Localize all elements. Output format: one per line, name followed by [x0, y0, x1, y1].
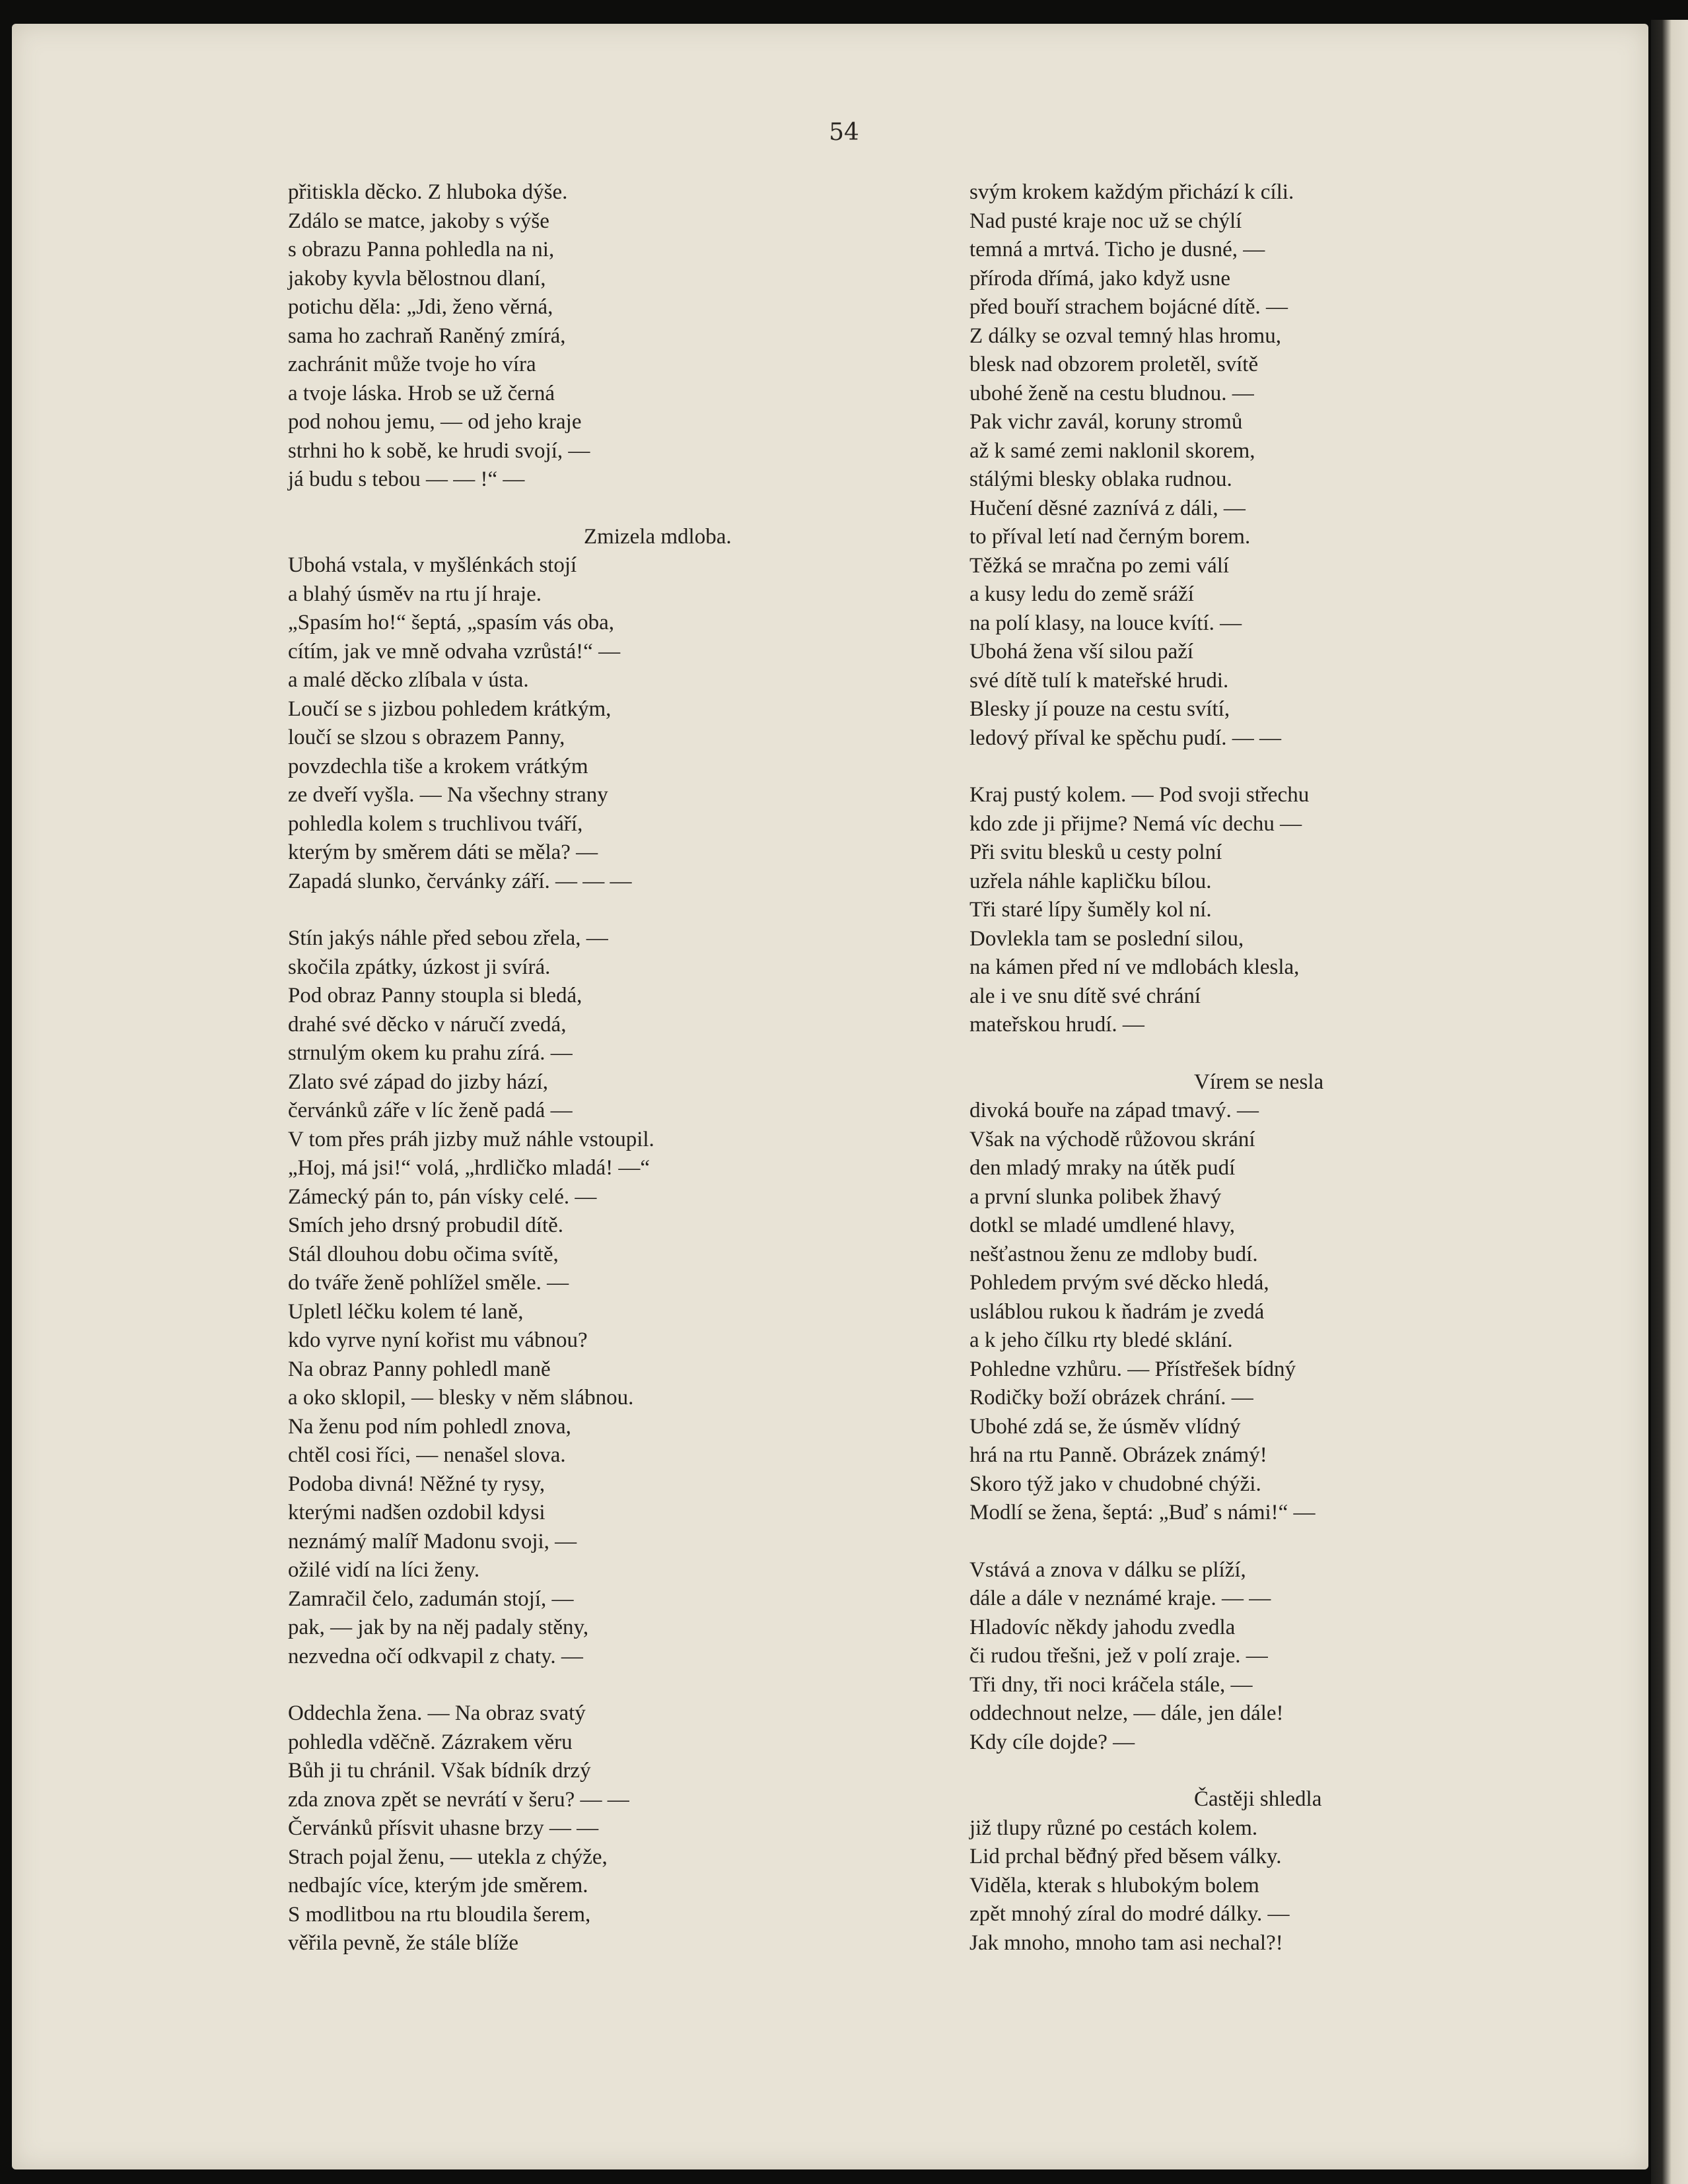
verse-line: Oddechla žena. — Na obraz svatý [288, 1701, 586, 1725]
stanza [288, 924, 763, 1671]
stanza [969, 1068, 1445, 1528]
verse-line: Kdy cíle dojde? — [969, 1730, 1135, 1754]
page-number: 54 [829, 119, 859, 146]
verse-line: na kámen před ní ve mdlobách klesla, [969, 955, 1300, 979]
verse-line: Pak vichr zavál, koruny stromů [969, 410, 1243, 434]
verse-line: a k jeho čílku rty bledé sklání. [969, 1328, 1233, 1352]
right-text-column [969, 178, 1445, 1958]
verse-line: Na ženu pod ním pohledl znova, [288, 1414, 571, 1439]
verse-line: V tom přes práh jizby muž náhle vstoupil. [288, 1127, 654, 1151]
verse-line: „Spasím ho!“ šeptá, „spasím vás oba, [288, 611, 614, 634]
verse-line: Zámecký pán to, pán vísky celé. — [288, 1184, 597, 1209]
verse-line: před bouří strachem bojácné dítě. — [969, 295, 1288, 319]
verse-line: Jak mnoho, mnoho tam asi nechal?! [969, 1930, 1283, 1955]
verse-line: Stín jakýs náhle před sebou zřela, — [288, 926, 608, 950]
verse-line: strnulým okem ku prahu zírá. — [288, 1041, 573, 1065]
verse-line: Tři staré lípy šuměly kol ní. [969, 898, 1212, 922]
verse-line: Viděla, kterak s hlubokým bolem [969, 1873, 1259, 1897]
verse-line: dále a dále v neznámé kraje. — — [969, 1587, 1271, 1610]
verse-line: Zamračil čelo, zadumán stojí, — [288, 1587, 574, 1611]
verse-line: věřila pevně, že stále blíže [288, 1931, 519, 1955]
verse-line: svým krokem každým přichází k cíli. [969, 180, 1294, 204]
verse-line: nedbajíc více, kterým jde směrem. [288, 1874, 588, 1897]
verse-line: přitiskla děcko. Z hluboka dýše. [288, 180, 568, 204]
verse-line: na polí klasy, na louce kvítí. — [969, 611, 1242, 635]
verse-line: pod nohou jemu, — od jeho kraje [288, 410, 582, 434]
verse-line: ubohé ženě na cestu bludnou. — [969, 381, 1254, 405]
verse-line: Upletl léčku kolem té laně, [288, 1299, 524, 1324]
verse-line: Zapadá slunko, červánky září. — — — [288, 869, 632, 893]
verse-line: Smích jeho drsný probudil dítě. [288, 1213, 564, 1237]
verse-line: „Hoj, má jsi!“ volá, „hrdličko mladá! —“ [288, 1156, 650, 1180]
verse-line: Z dálky se ozval temný hlas hromu, [969, 324, 1281, 348]
verse-line: Pohledem prvým své děcko hledá, [969, 1271, 1269, 1295]
verse-line: mateřskou hrudí. — [969, 1013, 1144, 1037]
verse-line: Hučení děsné zaznívá z dáli, — [969, 496, 1246, 520]
verse-line: Vstává a znova v dálku se plíží, [969, 1557, 1246, 1582]
verse-line: Dovlekla tam se poslední silou, [969, 926, 1244, 951]
verse-line: pohledla vděčně. Zázrakem věru [288, 1730, 573, 1754]
verse-line: a tvoje láska. Hrob se už černá [288, 381, 555, 405]
verse-line: již tlupy různé po cestách kolem. [969, 1816, 1258, 1840]
verse-line: blesk nad obzorem proletěl, svítě [969, 353, 1259, 376]
verse-line: a první slunka polibek žhavý [969, 1184, 1222, 1209]
verse-line: hrá na rtu Panně. Obrázek známý! [969, 1443, 1267, 1467]
verse-line: Ubohá žena vší silou paží [969, 640, 1194, 664]
verse-line: Častěji shledla [1194, 1787, 1322, 1811]
verse-line: povzdechla tiše a krokem vrátkým [288, 754, 588, 778]
verse-line: Ubohé zdá se, že úsměv vlídný [969, 1414, 1241, 1439]
verse-line: Na obraz Panny pohledl maně [288, 1357, 551, 1381]
verse-line: Vírem se nesla [1194, 1070, 1324, 1094]
verse-line: Pod obraz Panny stoupla si bledá, [288, 984, 582, 1007]
verse-line: červánků záře v líc ženě padá — [288, 1099, 573, 1122]
verse-line: drahé své děcko v náručí zvedá, [288, 1012, 567, 1037]
verse-line: Bůh ji tu chránil. Však bídník drzý [288, 1759, 591, 1783]
verse-line: Červánků přísvit uhasne brzy — — [288, 1816, 599, 1840]
verse-line: já budu s tebou — — !“ — [288, 467, 525, 491]
verse-line: cítím, jak ve mně odvaha vzrůstá!“ — [288, 639, 621, 664]
verse-line: temná a mrtvá. Ticho je dusné, — [969, 238, 1265, 261]
verse-line: nešťastnou ženu ze mdloby budí. [969, 1242, 1258, 1266]
verse-line: nezvedna očí odkvapil z chaty. — [288, 1644, 583, 1668]
verse-line: Zlato své západ do jizby hází, [288, 1070, 549, 1094]
verse-line: do tváře ženě pohlížel směle. — [288, 1271, 569, 1295]
verse-line: Tři dny, tři noci kráčela stále, — [969, 1672, 1253, 1697]
verse-line: jakoby kyvla bělostnou dlaní, [288, 266, 546, 290]
verse-line: chtěl cosi říci, — nenašel slova. [288, 1443, 566, 1467]
verse-line: Blesky jí pouze na cestu svítí, [969, 697, 1230, 721]
verse-line: usláblou rukou k ňadrám je zvedá [969, 1299, 1265, 1324]
verse-line: a kusy ledu do země sráží [969, 582, 1194, 606]
verse-line: zda znova zpět se nevrátí v šeru? — — [288, 1787, 629, 1812]
verse-line: potichu děla: „Jdi, ženo věrná, [288, 295, 553, 319]
verse-line: a oko sklopil, — blesky v něm slábnou. [288, 1386, 634, 1410]
verse-line: Stál dlouhou dobu očima svítě, [288, 1242, 559, 1266]
left-text-column [288, 178, 763, 1958]
verse-line: den mladý mraky na útěk pudí [969, 1156, 1236, 1180]
verse-line: to příval letí nad černým borem. [969, 525, 1251, 549]
verse-line: či rudou třešni, jež v polí zraje. — [969, 1644, 1268, 1668]
verse-line: Však na východě růžovou skrání [969, 1127, 1255, 1151]
verse-line: Při svitu blesků u cesty polní [969, 840, 1222, 864]
verse-line: ožilé vidí na líci ženy. [288, 1558, 480, 1582]
verse-line: neznámý malíř Madonu svoji, — [288, 1529, 577, 1553]
verse-line: příroda dřímá, jako když usne [969, 266, 1230, 290]
verse-line: Zmizela mdloba. [584, 524, 732, 549]
verse-line: Zdálo se matce, jakoby s výše [288, 209, 549, 233]
verse-line: Pohledne vzhůru. — Přístřešek bídný [969, 1357, 1296, 1381]
verse-line: Lid prchal běđný před běsem války. [969, 1845, 1282, 1868]
verse-line: kterými nadšen ozdobil kdysi [288, 1501, 545, 1524]
verse-line: ledový příval ke spěchu pudí. — — [969, 726, 1281, 750]
verse-line: zachránit může tvoje ho víra [288, 353, 536, 376]
verse-line: Strach pojal ženu, — utekla z chýže, [288, 1845, 608, 1869]
page-edge [1651, 20, 1688, 2184]
verse-line: Nad pusté kraje noc už se chýlí [969, 209, 1242, 233]
stanza [288, 1699, 763, 1958]
stanza [969, 1556, 1445, 1757]
verse-line: Rodičky boží obrázek chrání. — [969, 1386, 1253, 1410]
verse-line: a blahý úsměv na rtu jí hraje. [288, 582, 542, 606]
stanza [969, 178, 1445, 753]
verse-line: skočila zpátky, úzkost ji svírá. [288, 955, 551, 979]
verse-line: stálými blesky oblaka rudnou. [969, 467, 1232, 491]
verse-line: Skoro týž jako v chudobné chýži. [969, 1472, 1261, 1496]
verse-line: S modlitbou na rtu bloudila šerem, [288, 1902, 591, 1927]
stanza [288, 523, 763, 897]
verse-line: Těžká se mračna po zemi válí [969, 553, 1230, 578]
verse-line: zpět mnohý zíral do modré dálky. — [969, 1902, 1290, 1926]
verse-line: kdo vyrve nyní kořist mu vábnou? [288, 1328, 588, 1352]
verse-line: své dítě tulí k mateřské hrudi. [969, 668, 1229, 693]
stanza [969, 781, 1445, 1040]
verse-line: Loučí se s jizbou pohledem krátkým, [288, 697, 612, 721]
verse-line: pak, — jak by na něj padaly stěny, [288, 1616, 589, 1639]
verse-line: a malé děcko zlíbala v ústa. [288, 668, 529, 692]
verse-line: uzřela náhle kapličku bílou. [969, 869, 1212, 893]
verse-line: pohledla kolem s truchlivou tváří, [288, 811, 583, 836]
verse-line: dotkl se mladé umdlené hlavy, [969, 1213, 1236, 1237]
verse-line: ze dveří vyšla. — Na všechny strany [288, 783, 608, 807]
verse-line: divoká bouře na západ tmavý. — [969, 1099, 1259, 1122]
verse-line: oddechnout nelze, — dále, jen dále! [969, 1701, 1284, 1725]
verse-line: Hladovíc někdy jahodu zvedla [969, 1615, 1236, 1639]
verse-line: až k samé zemi naklonil skorem, [969, 438, 1255, 463]
verse-line: sama ho zachraň Raněný zmírá, [288, 324, 566, 348]
verse-line: ale i ve snu dítě své chrání [969, 984, 1201, 1008]
verse-line: strhni ho k sobě, ke hrudi svojí, — [288, 438, 590, 463]
verse-line: s obrazu Panna pohledla na ni, [288, 238, 555, 261]
verse-line: Kraj pustý kolem. — Pod svoji střechu [969, 783, 1310, 807]
stanza [288, 178, 763, 495]
stanza [969, 1785, 1445, 1958]
verse-line: Ubohá vstala, v myšlénkách stojí [288, 553, 577, 577]
verse-line: Podoba divná! Něžné ty rysy, [288, 1472, 545, 1496]
verse-line: kdo zde ji přijme? Nemá víc dechu — [969, 811, 1302, 836]
verse-line: kterým by směrem dáti se měla? — [288, 840, 598, 864]
verse-line: Modlí se žena, šeptá: „Buď s námi!“ — [969, 1501, 1316, 1524]
verse-line: loučí se slzou s obrazem Panny, [288, 726, 565, 749]
